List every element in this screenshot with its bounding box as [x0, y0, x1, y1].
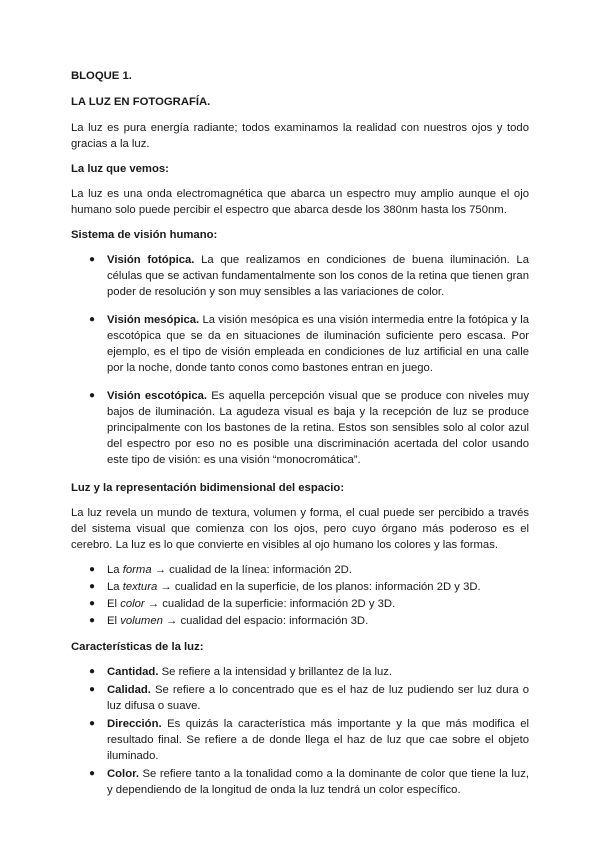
list-item-text: La que realizamos en condiciones de buena iluminación. La células que se activan fundamentalmente son los conos de la retina que tienen gran poder de resolución y son muy sensibles a las variaciones de color.	[107, 254, 529, 298]
list-item-term: Calidad.	[107, 684, 151, 696]
list-item	[71, 766, 529, 798]
bullet-icon: ●	[89, 564, 96, 575]
list-item-term: Visión mesópica.	[107, 314, 200, 326]
list-item-text: Se refiere tanto a la tonalidad como a la dominante de color que tiene la luz, y dependiendo de la longitud de onda la luz tendrá un color específico.	[107, 768, 529, 796]
bullet-icon: ●	[89, 666, 96, 677]
list-item-term: forma	[122, 564, 152, 576]
list-item-term: Cantidad.	[107, 666, 159, 678]
list-item	[71, 682, 529, 714]
list-item	[71, 664, 529, 680]
bullet-icon: ●	[89, 768, 96, 779]
list-item	[71, 312, 529, 376]
list-item: ● La forma → cualidad de la línea: información 2D.	[89, 564, 352, 576]
qualities-list	[71, 562, 529, 629]
intro-paragraph: La luz es pura energía radiante; todos examinamos la realidad con nuestros ojos y todo gracias a la luz.	[71, 122, 529, 150]
list-item-text: Se refiere a la intensidad y brillantez de la luz.	[158, 666, 393, 678]
list-item-text: → cualidad del espacio: información 3D.	[162, 615, 369, 627]
bullet-icon: ●	[89, 390, 96, 401]
block-heading: BLOQUE 1.	[71, 70, 132, 82]
list-item-term: Dirección.	[107, 718, 162, 730]
bullet-icon: ●	[89, 718, 96, 729]
bullet-icon: ●	[89, 615, 96, 626]
section-paragraph-representacion: La luz revela un mundo de textura, volumen y forma, el cual puede ser percibido a través del sistema visual que comienza con los ojos, pero cuyo órgano más poderoso es el cerebro. La luz es lo que convierte en visibles al ojo humano los colores y las formas.	[71, 507, 529, 551]
section-heading-representacion: Luz y la representación bidimensional del espacio:	[71, 482, 345, 494]
list-item-text: → cualidad de la línea: información 2D.	[151, 564, 352, 576]
vision-list	[71, 252, 529, 468]
list-item-text: Se refiere a lo concentrado que es el haz de luz pudiendo ser luz dura o luz difusa o suave.	[107, 684, 529, 712]
list-item	[71, 388, 529, 468]
section-paragraph-luz-que-vemos: La luz es una onda electromagnética que abarca un espectro muy amplio aunque el ojo humano solo puede percibir el espectro que abarca desde los 380nm hasta los 750nm.	[71, 188, 529, 216]
section-heading-sistema-vision: Sistema de visión humano:	[71, 229, 218, 241]
list-item-text: La visión mesópica es una visión intermedia entre la fotópica y la escotópica que se da en situaciones de iluminación suficiente pero escasa. Por ejemplo, es el tipo de visión empleada en condiciones de luz artificial en una calle por la noche, donde tanto conos como bastones entran en juego.	[107, 314, 529, 374]
list-item-text: Es quizás la característica más importante y la que más modifica el resultado final. Se refiere a de donde llega el haz de luz que cae sobre el objeto iluminado.	[107, 718, 529, 762]
list-item-term: Visión escotópica.	[107, 390, 208, 402]
list-item-term: Visión fotópica.	[107, 254, 195, 266]
list-item-term: Color.	[107, 768, 140, 780]
list-item	[71, 716, 529, 764]
document-title: LA LUZ EN FOTOGRAFÍA.	[71, 96, 211, 108]
list-item-text: Es aquella percepción visual que se produce con niveles muy bajos de iluminación. La agudeza visual es baja y la recepción de luz se produce principalmente con los bastones de la retina. Estos son sensibles solo al color azul del espectro por eso no es posible una discriminación acertada del color usando este tipo de visión: es una visión “monocromática”.	[107, 390, 529, 466]
bullet-icon: ●	[89, 598, 96, 609]
bullet-icon: ●	[89, 684, 96, 695]
characteristics-list	[71, 664, 529, 798]
bullet-icon: ●	[89, 314, 96, 325]
bullet-icon: ●	[89, 254, 96, 265]
list-item-term: color	[120, 598, 145, 610]
list-item	[71, 252, 529, 300]
bullet-icon: ●	[89, 581, 96, 592]
list-item-text: → cualidad en la superficie, de los planos: información 2D y 3D.	[157, 581, 481, 593]
list-item-term: textura	[122, 581, 158, 593]
section-heading-caracteristicas: Características de la luz:	[71, 641, 204, 653]
list-item: ● El color → cualidad de la superficie: información 2D y 3D.	[89, 598, 396, 610]
document-content	[71, 68, 529, 808]
list-item-text: → cualidad de la superficie: información 2D y 3D.	[144, 598, 396, 610]
list-item-term: volumen	[120, 615, 163, 627]
list-item: ● La textura → cualidad en la superficie, de los planos: información 2D y 3D.	[89, 581, 481, 593]
section-heading-luz-que-vemos: La luz que vemos:	[71, 163, 169, 175]
list-item: ● El volumen → cualidad del espacio: información 3D.	[89, 615, 369, 627]
